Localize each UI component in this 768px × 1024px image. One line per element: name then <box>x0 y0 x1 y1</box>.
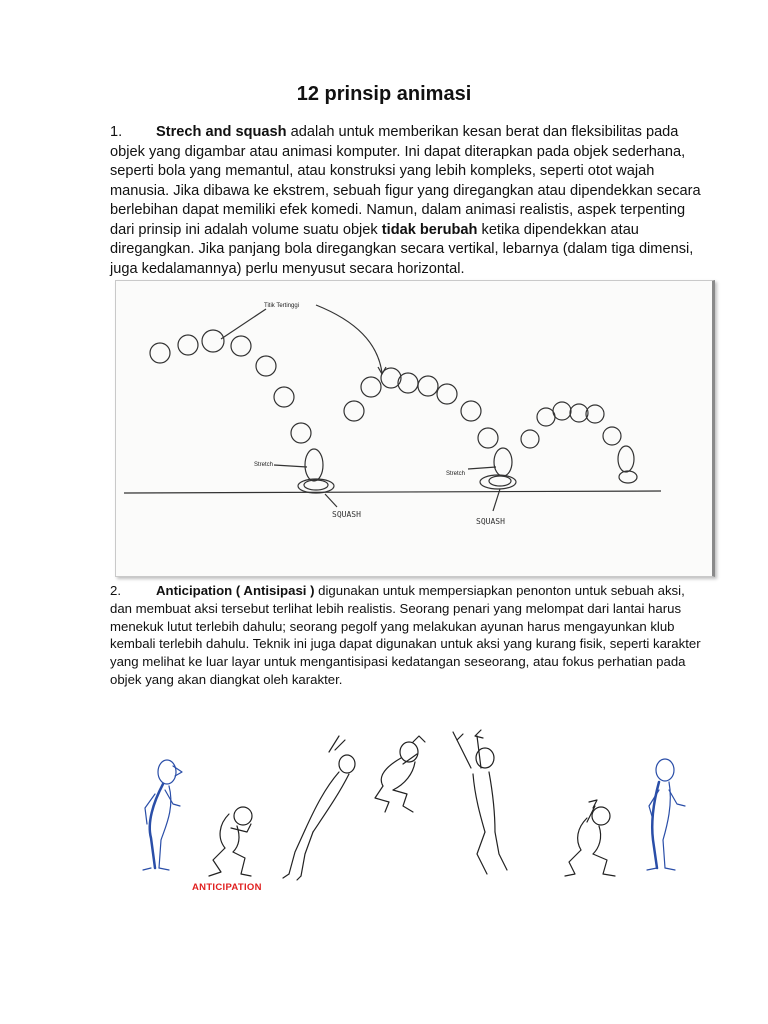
ball <box>478 428 498 448</box>
ball <box>461 401 481 421</box>
character-standing-1 <box>143 760 182 870</box>
top-point-label: Titik Tertinggi <box>264 303 300 309</box>
ball <box>437 384 457 404</box>
ball <box>150 343 170 363</box>
ball <box>202 330 224 352</box>
ball <box>361 377 381 397</box>
character-tucked <box>375 736 425 812</box>
section-1-number: 1. <box>110 124 123 140</box>
ball <box>398 373 418 393</box>
ground-line <box>124 491 661 493</box>
ball <box>537 408 555 426</box>
squash-label-2: SQUASH <box>476 517 505 526</box>
ball <box>586 405 604 423</box>
ball <box>231 336 251 356</box>
section-2-text: digunakan untuk mempersiapkan penonton untuk sebuah aksi, dan membuat aksi tersebut terlihat lebih realistis. Seorang penari yang melompat dari lantai harus menekuk lutut terlebih dahulu; seorang pegolf yang melakukan ayunan harus mengayunkan klub kembali terlebih dahulu. Teknik ini juga dapat digunakan untuk aksi yang kurang fisik, seperti karakter yang melihat ke luar layar untuk mengantisipasi kedatangan seseorang, atau fokus perhatian pada objek yang akan diangkat oleh karakter. <box>110 583 701 687</box>
ball <box>344 401 364 421</box>
squash-pointer <box>493 489 500 511</box>
ball-squash-inner <box>304 480 328 490</box>
ball <box>603 427 621 445</box>
character-crouching-2 <box>565 800 615 876</box>
character-crouching-1 <box>209 807 252 876</box>
ball <box>291 423 311 443</box>
stretch-label-2: Stretch <box>446 471 466 477</box>
page-title: 12 prinsip animasi <box>296 83 472 105</box>
character-leaping <box>283 736 355 880</box>
ball-stretch <box>305 449 323 481</box>
character-standing-2 <box>647 759 685 870</box>
bouncing-ball-drawing <box>116 281 712 576</box>
ball-stretch <box>618 446 634 472</box>
section-1-term: Strech and squash <box>156 124 287 140</box>
ball <box>274 387 294 407</box>
ball-stretch <box>494 448 512 476</box>
ball-squash-inner <box>489 476 511 486</box>
ball <box>521 430 539 448</box>
ball-squash <box>619 471 637 483</box>
section-2-term: Anticipation ( Antisipasi ) <box>156 583 315 598</box>
ball <box>570 404 588 422</box>
ball <box>553 402 571 420</box>
ball <box>256 356 276 376</box>
stretch-pointer <box>274 465 307 467</box>
anticipation-label: ANTICIPATION <box>192 882 262 893</box>
section-2-paragraph <box>110 582 710 689</box>
section-1-paragraph <box>110 123 710 279</box>
squash-pointer <box>325 494 337 507</box>
bouncing-ball-figure <box>115 280 715 577</box>
section-1-text-a: adalah untuk memberikan kesan berat dan fleksibilitas pada objek yang digambar atau animasi komputer. Ini dapat diterapkan pada objek sederhana, seperti bola yang memantul, atau konstruksi yang lebih kompleks, seperti otot wajah manusia. Jika dibawa ke ekstrem, sebuah figur yang diregangkan atau dipendekkan secara berlebihan dapat memiliki efek komedi. Namun, dalam animasi realistis, aspek terpenting dari prinsip ini adalah volume suatu objek <box>110 124 701 238</box>
stretch-label-1: Stretch <box>254 462 274 468</box>
arrow-curve <box>316 305 382 373</box>
section-1-text-b: ketika dipendekkan atau diregangkan. Jika panjang bola diregangkan secara vertikal, lebarnya (dalam tiga dimensi, juga kedalamannya) perlu menyusut secara horizontal. <box>110 221 694 277</box>
ball <box>418 376 438 396</box>
section-1-emphasis: tidak berubah <box>381 221 478 238</box>
top-pointer <box>221 309 266 339</box>
stretch-pointer <box>468 467 496 469</box>
anticipation-figure <box>125 728 715 898</box>
ball <box>178 335 198 355</box>
squash-label-1: SQUASH <box>332 510 361 519</box>
section-2-number: 2. <box>110 583 121 598</box>
character-arms-up <box>453 730 507 874</box>
